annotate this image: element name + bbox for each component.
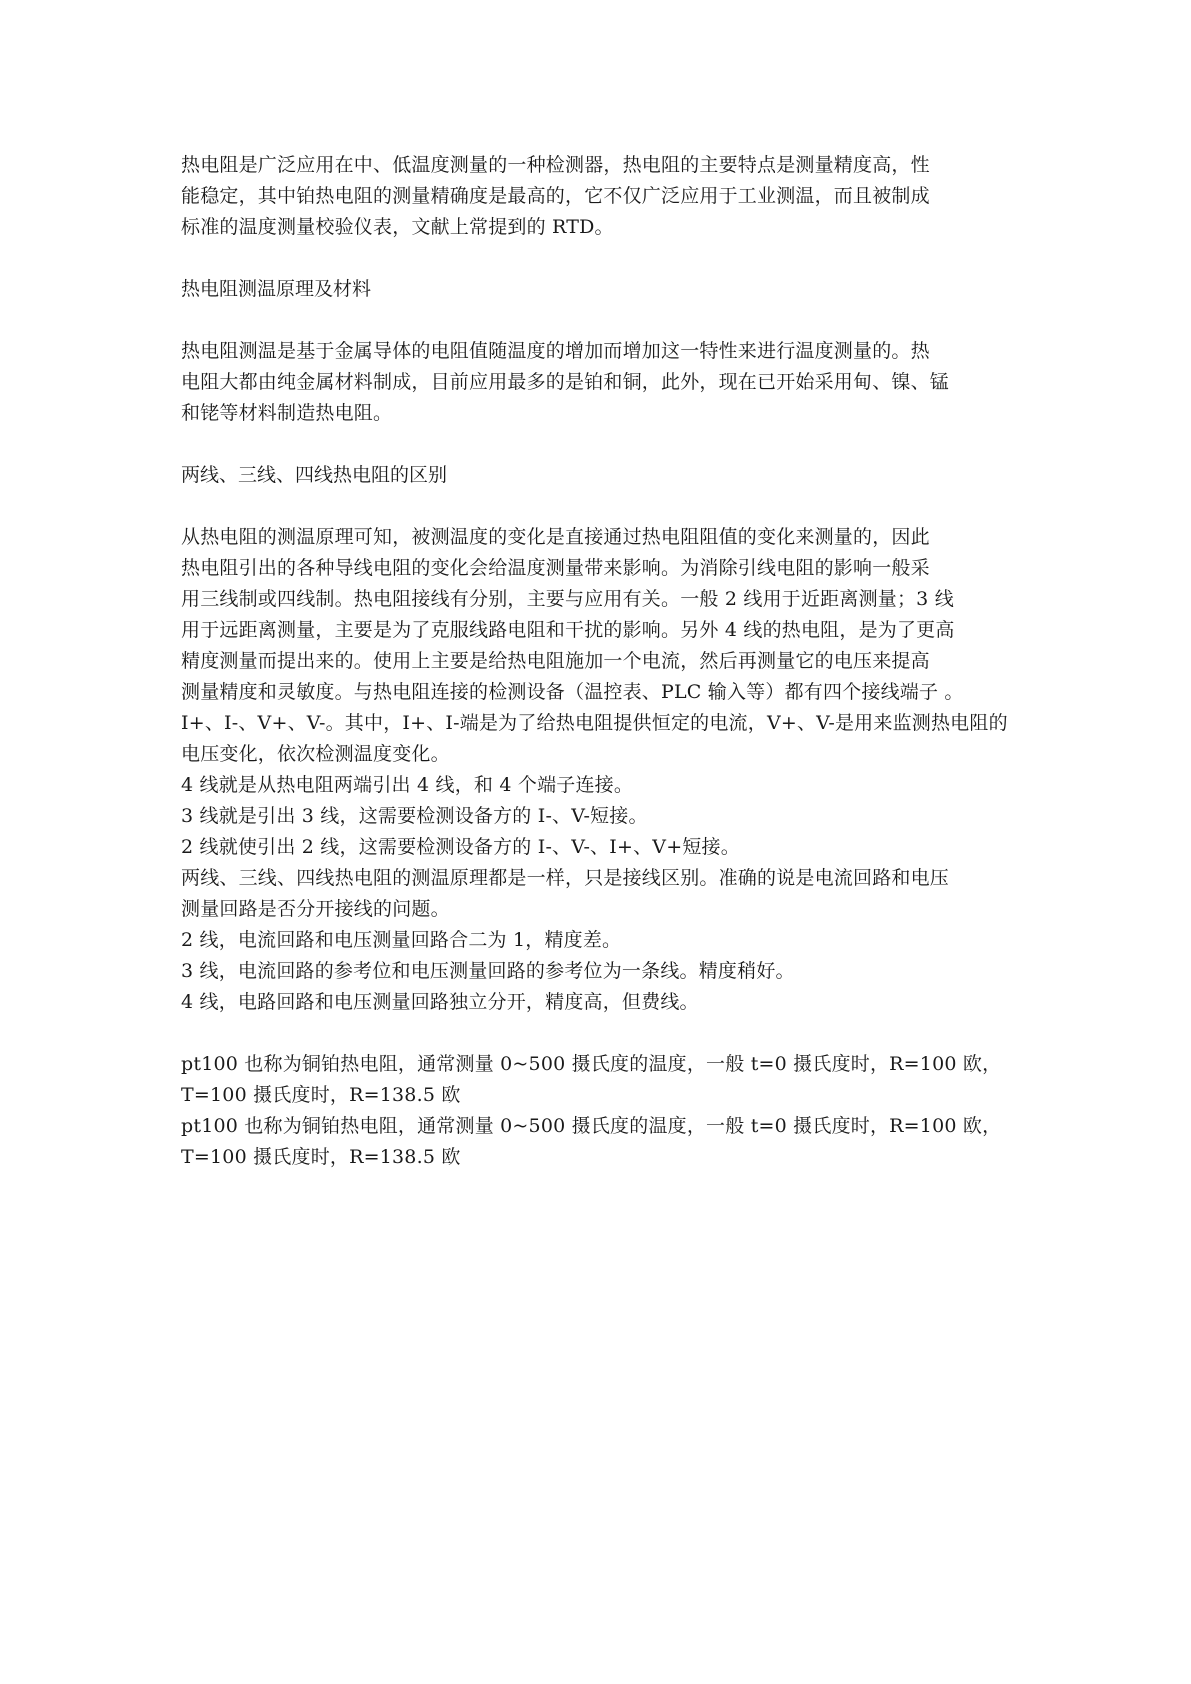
text-line: 测量精度和灵敏度。与热电阻连接的检测设备（温控表、PLC 输入等）都有四个接线端子 。 [181, 681, 964, 703]
text-line: 4 线就是从热电阻两端引出 4 线，和 4 个端子连接。 [181, 774, 634, 796]
paragraph-spacer [181, 243, 1015, 274]
text-line: 热电阻是广泛应用在中、低温度测量的一种检测器，热电阻的主要特点是测量精度高，性 [181, 154, 930, 176]
text-line: 两线、三线、四线热电阻的测温原理都是一样，只是接线区别。准确的说是电流回路和电压 [181, 867, 950, 889]
text-line: T=100 摄氏度时，R=138.5 欧 [181, 1146, 461, 1168]
paragraph-spacer [181, 305, 1015, 336]
text-line: 3 线就是引出 3 线，这需要检测设备方的 I-、V-短接。 [181, 805, 648, 827]
document-page [181, 150, 1015, 1173]
section-heading-principle: 热电阻测温原理及材料 [181, 278, 372, 300]
text-line: pt100 也称为铜铂热电阻，通常测量 0~500 摄氏度的温度，一般 t=0 摄氏度时，R=100 欧， [181, 1053, 1002, 1075]
wiring-paragraph [181, 522, 1015, 1018]
text-line: 用于远距离测量，主要是为了克服线路电阻和干扰的影响。另外 4 线的热电阻，是为了更高 [181, 619, 955, 641]
text-line: 标准的温度测量校验仪表，文献上常提到的 RTD。 [181, 216, 614, 238]
text-line: 热电阻引出的各种导线电阻的变化会给温度测量带来影响。为消除引线电阻的影响一般采 [181, 557, 930, 579]
text-line: 测量回路是否分开接线的问题。 [181, 898, 450, 920]
principle-paragraph [181, 336, 1015, 429]
intro-paragraph [181, 150, 1015, 243]
section-heading-wiring: 两线、三线、四线热电阻的区别 [181, 464, 448, 486]
text-line: 2 线，电流回路和电压测量回路合二为 1，精度差。 [181, 929, 622, 951]
text-line: 能稳定，其中铂热电阻的测量精确度是最高的，它不仅广泛应用于工业测温，而且被制成 [181, 185, 930, 207]
text-line: 从热电阻的测温原理可知，被测温度的变化是直接通过热电阻阻值的变化来测量的，因此 [181, 526, 930, 548]
text-line: 和铑等材料制造热电阻。 [181, 402, 393, 424]
text-line: T=100 摄氏度时，R=138.5 欧 [181, 1084, 461, 1106]
text-line: 电阻大都由纯金属材料制成，目前应用最多的是铂和铜，此外，现在已开始采用甸、镍、锰 [181, 371, 950, 393]
text-line: 热电阻测温是基于金属导体的电阻值随温度的增加而增加这一特性来进行温度测量的。热 [181, 340, 930, 362]
text-line: 2 线就使引出 2 线，这需要检测设备方的 I-、V-、I+、V+短接。 [181, 836, 740, 858]
pt100-paragraph [181, 1049, 1015, 1173]
text-line: 用三线制或四线制。热电阻接线有分别，主要与应用有关。一般 2 线用于近距离测量；3 线 [181, 588, 954, 610]
paragraph-spacer [181, 491, 1015, 522]
text-line: 电压变化，依次检测温度变化。 [181, 743, 450, 765]
text-line: 4 线，电路回路和电压测量回路独立分开，精度高，但费线。 [181, 991, 699, 1013]
text-line: pt100 也称为铜铂热电阻，通常测量 0~500 摄氏度的温度，一般 t=0 摄氏度时，R=100 欧， [181, 1115, 1002, 1137]
text-line: 3 线，电流回路的参考位和电压测量回路的参考位为一条线。精度稍好。 [181, 960, 795, 982]
paragraph-spacer [181, 429, 1015, 460]
paragraph-spacer [181, 1018, 1015, 1049]
text-line: I+、I-、V+、V-。其中，I+、I-端是为了给热电阻提供恒定的电流，V+、V-是用来监测热电阻的 [181, 712, 1008, 734]
text-line: 精度测量而提出来的。使用上主要是给热电阻施加一个电流，然后再测量它的电压来提高 [181, 650, 930, 672]
